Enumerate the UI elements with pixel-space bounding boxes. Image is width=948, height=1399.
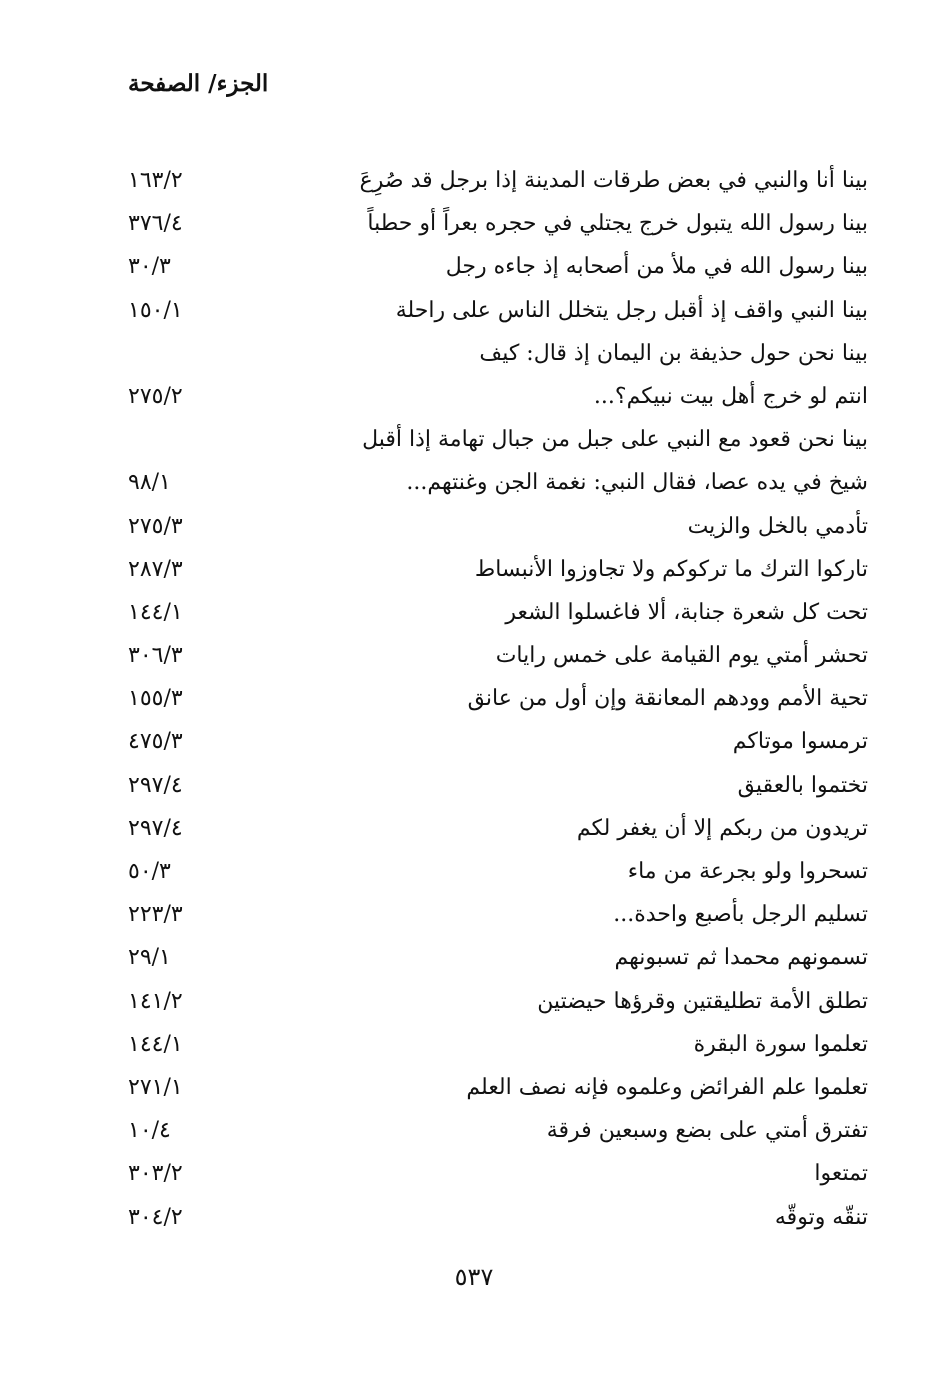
index-entry bbox=[0, 506, 948, 549]
volume-page-reference: ١٤٤/١ bbox=[128, 1031, 183, 1057]
index-entry bbox=[0, 678, 948, 721]
volume-page-reference: ٩٨/١ bbox=[128, 470, 171, 496]
index-entry bbox=[0, 333, 948, 376]
hadith-text: بينا نحن قعود مع النبي على جبل من جبال تهامة إذا أقبل bbox=[362, 427, 868, 453]
volume-page-reference: ٢٩/١ bbox=[128, 945, 171, 971]
hadith-text: تاركوا الترك ما تركوكم ولا تجاوزوا الأنبساط bbox=[474, 556, 868, 582]
column-header-volume-page: الجزء/ الصفحة bbox=[128, 70, 269, 97]
volume-page-reference: ٢٧٥/٣ bbox=[128, 513, 183, 539]
volume-page-reference: ٣٠/٣ bbox=[128, 254, 171, 280]
hadith-text: تأدمي بالخل والزيت bbox=[687, 513, 868, 539]
hadith-text: بينا نحن حول حذيفة بن اليمان إذ قال: كيف bbox=[479, 340, 868, 366]
hadith-text: انتم لو خرج أهل بيت نبيكم؟... bbox=[593, 383, 868, 409]
index-entry bbox=[0, 376, 948, 419]
index-entry bbox=[0, 635, 948, 678]
index-entry bbox=[0, 462, 948, 505]
hadith-text: تنقّه وتوقّه bbox=[774, 1204, 868, 1230]
volume-page-reference: ٢٩٧/٤ bbox=[128, 815, 183, 841]
hadith-index-list bbox=[0, 160, 948, 1240]
index-entry bbox=[0, 246, 948, 289]
hadith-text: تمتعوا bbox=[814, 1161, 868, 1187]
index-entry bbox=[0, 290, 948, 333]
volume-page-reference: ١٦٣/٢ bbox=[128, 168, 183, 193]
volume-page-reference: ١٤٤/١ bbox=[128, 599, 183, 625]
hadith-text: ترمسوا موتاكم bbox=[732, 729, 868, 755]
hadith-text: تسمونهم محمدا ثم تسبونهم bbox=[614, 945, 868, 971]
index-entry bbox=[0, 549, 948, 592]
index-entry bbox=[0, 1197, 948, 1240]
hadith-text: تسليم الرجل بأصبع واحدة... bbox=[613, 902, 868, 928]
hadith-text: تحت كل شعرة جنابة، ألا فاغسلوا الشعر bbox=[505, 599, 868, 625]
volume-page-reference: ٣٠٣/٢ bbox=[128, 1161, 183, 1187]
volume-page-reference: ٥٠/٣ bbox=[128, 859, 171, 884]
volume-page-reference: ٢٧١/١ bbox=[128, 1074, 183, 1100]
volume-page-reference: ٢٢٣/٣ bbox=[128, 902, 183, 928]
hadith-text: بينا رسول الله يتبول خرج يجتلي في حجره بعراً أو حطباً bbox=[367, 211, 868, 237]
index-entry bbox=[0, 1153, 948, 1196]
volume-page-reference: ١٥٠/١ bbox=[128, 297, 183, 323]
index-entry bbox=[0, 1067, 948, 1110]
index-entry bbox=[0, 721, 948, 764]
index-entry bbox=[0, 1024, 948, 1067]
hadith-text: بينا أنا والنبي في بعض طرقات المدينة إذا برجل قد صُرِعَ bbox=[359, 168, 868, 193]
index-entry bbox=[0, 1110, 948, 1153]
volume-page-reference: ١٤١/٢ bbox=[128, 988, 183, 1014]
index-entry bbox=[0, 808, 948, 851]
hadith-text: تسحروا ولو بجرعة من ماء bbox=[627, 859, 868, 884]
index-entry bbox=[0, 981, 948, 1024]
hadith-text: تحية الأمم وودهم المعانقة وإن أول من عانق bbox=[467, 686, 868, 712]
hadith-text: تريدون من ربكم إلا أن يغفر لكم bbox=[576, 815, 868, 841]
index-entry bbox=[0, 937, 948, 980]
index-entry bbox=[0, 419, 948, 462]
index-entry bbox=[0, 160, 948, 203]
hadith-text: شيخ في يده عصا، فقال النبي: نغمة الجن وغنتهم... bbox=[406, 470, 868, 496]
volume-page-reference: ١٥٥/٣ bbox=[128, 686, 183, 712]
volume-page-reference: ١٠/٤ bbox=[128, 1118, 171, 1144]
volume-page-reference: ٣٠٦/٣ bbox=[128, 643, 183, 669]
volume-page-reference: ٤٧٥/٣ bbox=[128, 729, 183, 755]
index-entry bbox=[0, 592, 948, 635]
volume-page-reference: ٣٠٤/٢ bbox=[128, 1204, 183, 1230]
hadith-text: تفترق أمتي على بضع وسبعين فرقة bbox=[546, 1118, 868, 1144]
volume-page-reference: ٢٨٧/٣ bbox=[128, 556, 183, 582]
volume-page-reference: ٣٧٦/٤ bbox=[128, 211, 183, 237]
index-entry bbox=[0, 894, 948, 937]
index-entry bbox=[0, 765, 948, 808]
hadith-text: تعلموا سورة البقرة bbox=[693, 1031, 868, 1057]
hadith-text: تطلق الأمة تطليقتين وقرؤها حيضتين bbox=[537, 988, 868, 1014]
hadith-text: تختموا بالعقيق bbox=[737, 772, 868, 798]
volume-page-reference: ٢٩٧/٤ bbox=[128, 772, 183, 798]
hadith-text: تعلموا علم الفرائض وعلموه فإنه نصف العلم bbox=[466, 1074, 868, 1100]
index-entry bbox=[0, 203, 948, 246]
page-number: ٥٣٧ bbox=[454, 1263, 494, 1291]
hadith-text: تحشر أمتي يوم القيامة على خمس رايات bbox=[495, 643, 868, 669]
index-entry bbox=[0, 851, 948, 894]
hadith-text: بينا رسول الله في ملأ من أصحابه إذ جاءه رجل bbox=[445, 254, 868, 280]
hadith-text: بينا النبي واقف إذ أقبل رجل يتخلل الناس على راحلة bbox=[395, 297, 868, 323]
volume-page-reference: ٢٧٥/٢ bbox=[128, 383, 183, 409]
